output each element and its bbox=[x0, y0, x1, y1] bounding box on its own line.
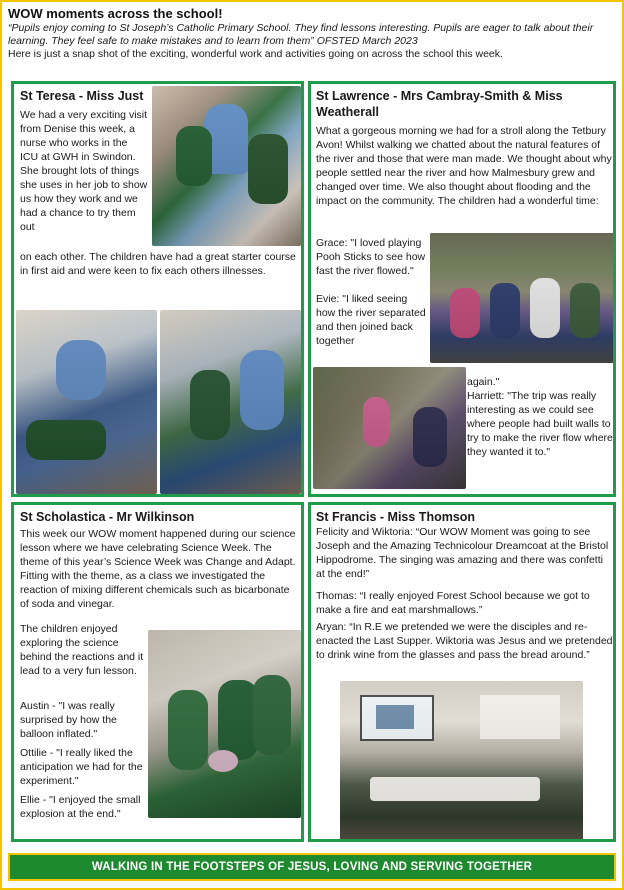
st-scholastica-section bbox=[11, 502, 304, 842]
grace-quote: Grace: "I loved playing Pooh Sticks to see how fast the river flowed." bbox=[316, 237, 426, 277]
st-lawrence-section bbox=[308, 81, 616, 497]
st-lawrence-text: What a gorgeous morning we had for a stroll along the Tetbury Avon! Whilst walking we chatted about the natural features of the river and those that were man made. We thought about why people settled near the river and how Malmesbury grew and changed over time. We also thought about flooding and the impact on the community. The children had a wonderful time: bbox=[316, 125, 612, 207]
school-motto: WALKING IN THE FOOTSTEPS OF JESUS, LOVING AND SERVING TOGETHER bbox=[91, 861, 533, 873]
harriett-quote: Harriett: "The trip was really interesting as we could see where people had built walls to try to make the river flow where they wanted it to." bbox=[467, 390, 613, 458]
ellie-quote: Ellie - "I enjoyed the small explosion at the end." bbox=[20, 794, 141, 820]
nurse-visit-photo-3 bbox=[160, 310, 301, 494]
austin-quote: Austin - "I was really surprised by how the balloon inflated." bbox=[20, 700, 117, 740]
aryan-quote: Aryan: “In R.E we pretended we were the disciples and re-enacted the Last Supper. Wiktoria was Jesus and we pretended to drink wine from the glasses and pass the bread around.” bbox=[316, 621, 613, 661]
st-scholastica-text: This week our WOW moment happened during our science lesson where we have celebrating Science Week. The theme of this year’s Science Week was Change and Adapt. Fitting with the theme, as a class we investigated the reaction of mixing different chemicals such as bicarbonate of soda and vinegar. bbox=[20, 528, 296, 610]
school-motto-banner bbox=[8, 853, 616, 881]
science-experiment-photo bbox=[148, 630, 301, 818]
river-path-photo bbox=[313, 367, 466, 489]
intro-text: Here is just a snap shot of the exciting, wonderful work and activities going on across the school this week. bbox=[8, 48, 503, 60]
ottilie-quote: Ottilie - "I really liked the anticipation we had for the experiment." bbox=[20, 747, 143, 787]
st-lawrence-again: again." bbox=[467, 376, 500, 388]
st-scholastica-text-2: The children enjoyed exploring the science behind the reactions and it lead to a very fun lesson. bbox=[20, 623, 144, 677]
nurse-visit-photo-2 bbox=[16, 310, 157, 494]
st-teresa-text-top: We had a very exciting visit from Denise this week, a nurse who works in the ICU at GWH in Swindon. She brought lots of things she uses in her job to show us how they work and we had a chance to try them out bbox=[20, 109, 148, 233]
ofsted-quote: “Pupils enjoy coming to St Joseph’s Catholic Primary School. They find lessons interesting. Pupils are eager to talk about their learning. They feel safe to make mistakes and to learn from them” OFSTED March 2023 bbox=[8, 22, 594, 47]
st-lawrence-heading bbox=[316, 88, 612, 120]
st-francis-heading: St Francis - Miss Thomson bbox=[316, 510, 476, 524]
st-lawrence-heading-line1: St Lawrence - Mrs Cambray-Smith & Miss bbox=[316, 89, 563, 103]
st-teresa-text-bottom: on each other. The children have had a great starter course in first aid and were keen to fix each others illnesses. bbox=[20, 251, 296, 277]
st-scholastica-heading: St Scholastica - Mr Wilkinson bbox=[20, 510, 195, 524]
st-francis-section bbox=[308, 502, 616, 842]
st-lawrence-heading-line2: Weatherall bbox=[316, 105, 379, 119]
classroom-last-supper-photo bbox=[340, 681, 583, 841]
thomas-quote: Thomas: “I really enjoyed Forest School because we got to make a fire and eat marshmallows.” bbox=[316, 590, 590, 616]
felicity-wiktoria-quote: Felicity and Wiktoria: “Our WOW Moment was going to see Joseph and the Amazing Technicolour Dreamcoat at the Bristol Hippodrome. The singing was amazing and there was confetti at the end!” bbox=[316, 526, 609, 580]
river-walk-group-photo bbox=[430, 233, 614, 363]
nurse-visit-photo-1 bbox=[152, 86, 301, 246]
header bbox=[8, 6, 616, 61]
page-title: WOW moments across the school! bbox=[8, 6, 223, 21]
evie-quote: Evie: "I liked seeing how the river separated and then joined back together bbox=[316, 293, 426, 347]
st-teresa-heading: St Teresa - Miss Just bbox=[20, 89, 144, 103]
st-teresa-section bbox=[11, 81, 304, 497]
